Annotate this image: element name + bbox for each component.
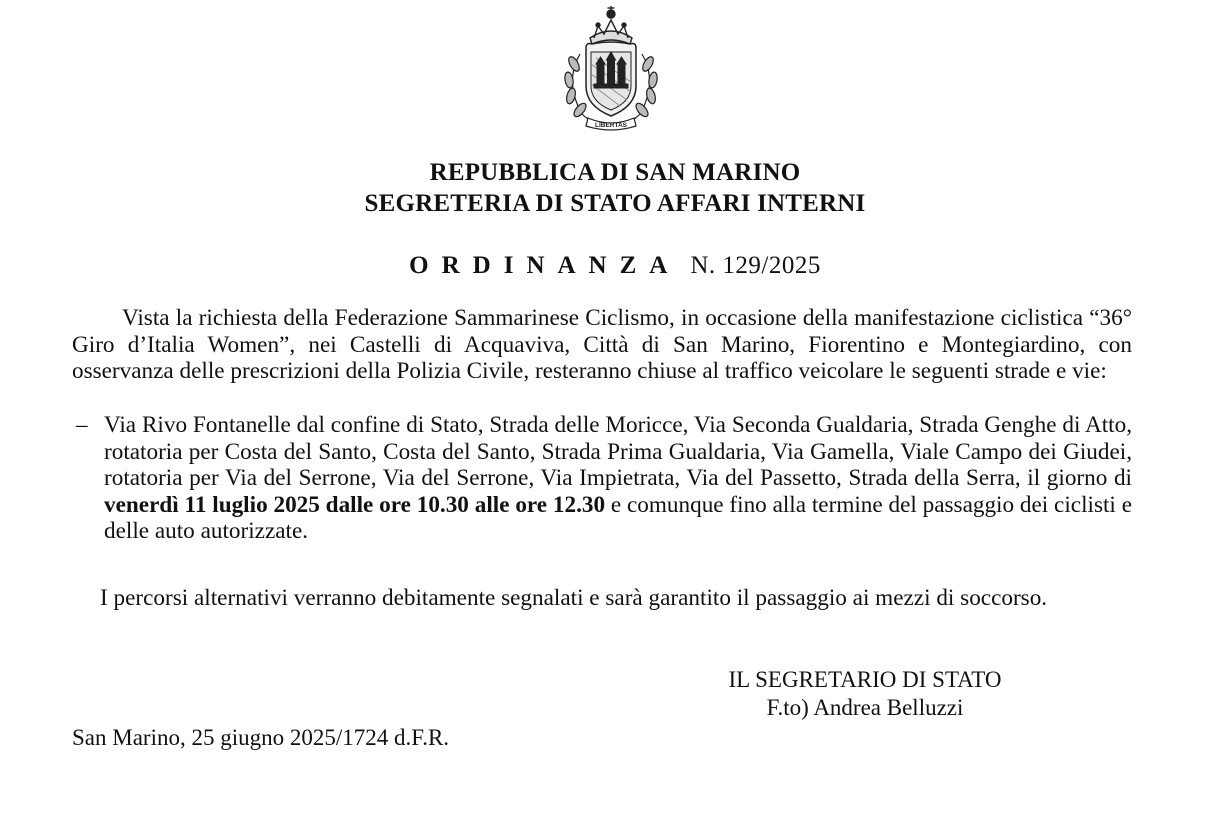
republic-title: REPUBBLICA DI SAN MARINO [429,159,801,186]
signer-title: IL SEGRETARIO DI STATO [728,667,1002,692]
roads-text: Via Rivo Fontanelle dal confine di Stato, Strada delle Moricce, Via Seconda Gualdaria, Strada Genghe di Atto, rotatoria per Costa del Santo, Costa del Santo, Strada Prima Gualdaria, Via Gamella, Viale Campo dei Giudei, rotatoria per Via del Serrone, Via del Serrone, Via Impietrata, Via del Passetto, Strada della Serra, il giorno di [104,412,1132,492]
ordinance-heading [0,250,1230,282]
coat-of-arms-icon [552,2,670,134]
ordinance-label: ORDINANZA [409,252,681,279]
intro-paragraph: Vista la richiesta della Federazione Sammarinese Ciclismo, in occasione della manifestazione ciclistica “36° Giro d’Italia Women”, nei Castelli di Acquaviva, Città di San Marino, Fiorentino e Montegiardino, con osservanza delle prescrizioni della Polizia Civile, resteranno chiuse al traffico veicolare le seguenti strade e vie: [72,305,1132,385]
list-dash: – [76,412,88,438]
signer-name: F.to) Andrea Belluzzi [766,695,964,720]
alternative-routes-paragraph: I percorsi alternativi verranno debitamente segnalati e sarà garantito il passaggio ai mezzi di soccorso. [100,585,1048,611]
svg-text:LIBERTAS: LIBERTAS [594,122,628,129]
closed-roads-list-item [72,412,1132,545]
closure-date-time: venerdì 11 luglio 2025 dalle ore 10.30 alle ore 12.30 [104,491,606,518]
closure-note: e comunque fino alla termine del passaggio dei ciclisti e delle auto autorizzate. [104,491,1132,545]
place-and-date: San Marino, 25 giugno 2025/1724 d.F.R. [72,725,450,750]
closed-roads-text [104,412,1132,545]
ordinance-number: N. 129/2025 [690,252,821,279]
secretariat-title: SEGRETERIA DI STATO AFFARI INTERNI [364,190,866,217]
